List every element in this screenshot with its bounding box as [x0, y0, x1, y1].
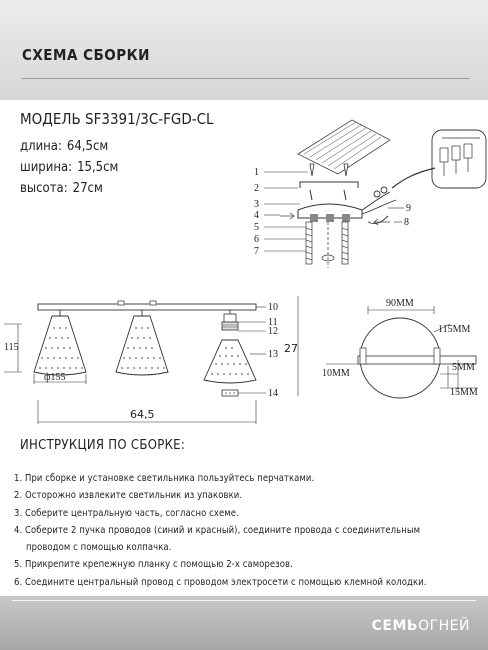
instruction-step: 4. Соберите 2 пучка проводов (синий и красный), соедините провода с соединительным: [14, 524, 421, 536]
mount-inner-label: 5MM: [452, 362, 475, 373]
footer-divider: [12, 600, 476, 601]
spec-value: 27см: [72, 181, 103, 196]
front-view-diagram: [0, 296, 300, 426]
callout-9: 9: [406, 203, 411, 214]
mount-bottom-label: 15MM: [450, 387, 478, 398]
spec-label: высота:: [20, 181, 68, 196]
instruction-step: 3. Соберите центральную часть, согласно схеме.: [14, 507, 239, 519]
callout-2: 2: [254, 183, 259, 194]
spec-value: 15,5см: [77, 160, 119, 175]
instruction-step: 5. Прикрепите крепежную планку с помощью 2-х саморезов.: [14, 559, 293, 571]
brand-light: ОГНЕЙ: [418, 618, 470, 634]
spec-height: [20, 178, 118, 199]
instruction-step: 1. При сборке и установке светильника пользуйтесь перчатками.: [14, 473, 315, 484]
instruction-step: 6. Соедините центральный провод с проводом электросети с помощью клемной колодки.: [14, 576, 427, 588]
spec-width: [20, 157, 118, 178]
mounting-bracket: [300, 182, 358, 200]
header-band: [0, 0, 488, 100]
total-height-label: 27: [284, 342, 298, 355]
mount-plate-diagram: [308, 296, 486, 410]
fixture-bar: [38, 304, 256, 310]
footer-band: [0, 596, 488, 650]
mount-left-label: 10MM: [322, 368, 350, 379]
callout-4: 4: [254, 210, 259, 221]
instruction-step: 2. Осторожно извлеките светильник из упаковки.: [14, 490, 243, 502]
callout-10: 10: [268, 302, 278, 313]
callout-6: 6: [254, 234, 259, 245]
callout-1: 1: [254, 167, 259, 178]
mount-width-label: 90MM: [386, 298, 414, 309]
header-divider: [22, 78, 470, 79]
total-length-label: 64,5: [130, 408, 155, 421]
callout-3: 3: [254, 199, 259, 210]
brand-bold: СЕМЬ: [371, 618, 419, 634]
wire-bundles: [362, 187, 396, 224]
spec-length: [20, 136, 118, 157]
specs-list: [20, 136, 118, 199]
instructions-list: [14, 470, 476, 591]
callout-14: 14: [268, 388, 278, 399]
callout-11: 11: [268, 317, 278, 328]
callout-13: 13: [268, 349, 278, 360]
brand-logo: [372, 618, 470, 634]
connector-detail: [432, 130, 486, 188]
assembly-diagram: [240, 118, 488, 278]
callout-8: 8: [404, 217, 409, 228]
spec-value: 64,5см: [66, 139, 109, 154]
callout-12: 12: [268, 326, 278, 337]
callout-5: 5: [254, 222, 259, 233]
callout-7: 7: [254, 246, 259, 257]
shade-right-exploded: [204, 310, 256, 396]
shade-height-label: 115: [4, 342, 19, 353]
model-name: МОДЕЛЬ SF3391/3C-FGD-CL: [20, 110, 214, 128]
shade-middle: [116, 310, 168, 375]
threaded-rods: [306, 222, 348, 268]
instruction-step: проводом с помощью колпачка.: [26, 542, 172, 554]
spec-label: ширина:: [20, 160, 73, 175]
mains-cable: [392, 168, 435, 188]
shade-left: [34, 310, 86, 375]
mount-right-label: 115MM: [438, 324, 471, 335]
shade-diameter-label: ф155: [44, 372, 66, 383]
spec-label: длина:: [20, 139, 62, 154]
page-title: СХЕМА СБОРКИ: [22, 46, 150, 64]
canopy: [298, 204, 362, 222]
instructions-title: ИНСТРУКЦИЯ ПО СБОРКЕ:: [20, 438, 186, 453]
